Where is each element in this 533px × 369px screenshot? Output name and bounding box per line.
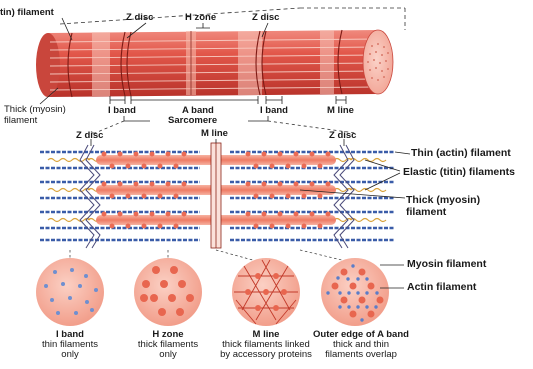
top-sarcomere-label: Sarcomere xyxy=(168,115,218,126)
caption-h-zone xyxy=(118,330,218,360)
mid-thick-myosin-filament-label: Thick (myosin) filament xyxy=(406,194,481,218)
top-z-disc-right-label: Z disc xyxy=(252,12,280,23)
top-i-band-left-label: I band xyxy=(108,105,136,116)
caption-m-line-desc: thick filaments linked by accessory proteins xyxy=(220,339,312,360)
sarcomere-detail xyxy=(40,143,395,248)
caption-i-band xyxy=(20,330,120,360)
z-disc-right xyxy=(334,145,354,248)
top-m-line-label: M line xyxy=(327,105,354,116)
caption-h-zone-desc: thick filaments only xyxy=(137,339,199,360)
mid-m-line-label: M line xyxy=(201,128,228,139)
mid-z-disc-left-label: Z disc xyxy=(76,130,104,141)
caption-h-zone-title: H zone xyxy=(152,329,184,340)
mid-z-disc-right-label: Z disc xyxy=(329,130,357,141)
top-actin-filament-label: tin) filament xyxy=(0,7,54,18)
top-a-band-label: A band xyxy=(182,105,214,116)
top-thick-filament-label: Thick (myosin) filament xyxy=(4,104,66,126)
caption-outer-a-band xyxy=(306,330,416,360)
caption-i-band-title: I band xyxy=(56,329,84,340)
cross-section-h-zone xyxy=(134,258,202,326)
caption-i-band-desc: thin filaments only xyxy=(42,339,98,360)
cross-section-outer-a-band xyxy=(321,258,389,326)
actin-filament-label: Actin filament xyxy=(407,281,477,293)
thin-actin-filament-label: Thin (actin) filament xyxy=(411,147,511,159)
caption-m-line-title: M line xyxy=(252,329,280,340)
caption-outer-a-band-title: Outer edge of A band xyxy=(313,329,409,340)
caption-outer-a-band-desc: thick and thin filaments overlap xyxy=(325,339,397,360)
cross-section-m-line xyxy=(232,258,300,326)
myofibril xyxy=(36,8,405,97)
top-h-zone-label: H zone xyxy=(185,12,217,23)
myosin-filament-label: Myosin filament xyxy=(407,258,487,270)
top-i-band-right-label: I band xyxy=(260,105,288,116)
cross-section-i-band xyxy=(36,258,104,326)
elastic-titin-filaments-label: Elastic (titin) filaments xyxy=(403,166,516,178)
top-z-disc-left-label: Z disc xyxy=(126,12,154,23)
